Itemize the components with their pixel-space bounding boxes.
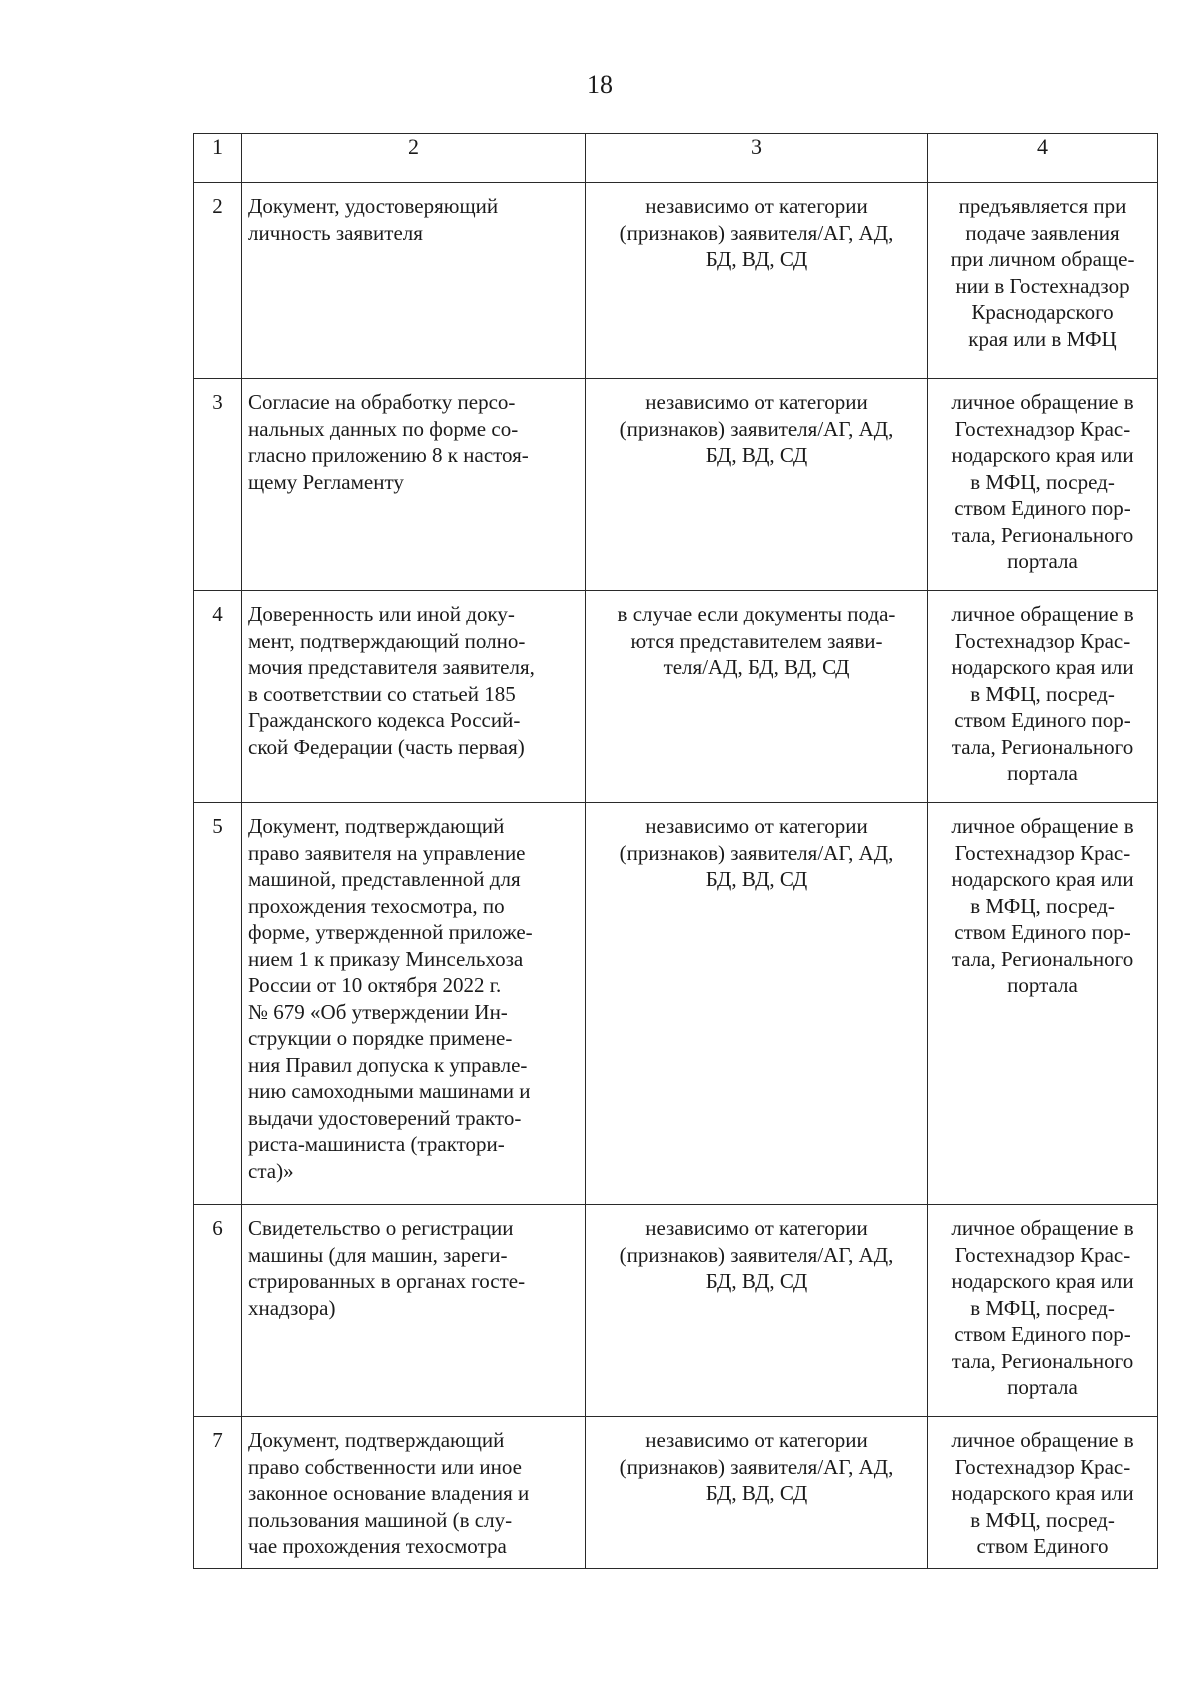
- cell-text-line: ются представителем заяви-: [630, 628, 883, 653]
- cell-text-line: Документ, подтверждающий: [248, 1428, 505, 1452]
- cell-text-line: независимо от категории: [645, 390, 868, 414]
- row-number-cell: 6: [194, 1205, 242, 1417]
- cell-text-line: Документ, удостоверяющий: [248, 194, 499, 218]
- cell-text-line: в случае если документы пода-: [617, 602, 896, 626]
- cell-text-line: нальных данных по форме со-: [248, 416, 519, 441]
- document-name-cell: [242, 803, 586, 1205]
- cell-text-line: независимо от категории: [645, 194, 868, 218]
- submission-method-cell: [928, 183, 1158, 379]
- cell-text-line: законное основание владения и: [248, 1481, 530, 1505]
- cell-text-line: ством Единого пор-: [954, 708, 1131, 732]
- cell-text-line: право собственности или иное: [248, 1454, 522, 1479]
- cell-text-line: нодарского края или: [951, 867, 1134, 891]
- cell-text-line: в МФЦ, посред-: [970, 1295, 1115, 1320]
- cell-text-line: ской Федерации (часть первая): [248, 734, 525, 759]
- table-row: [194, 379, 1158, 591]
- cell-text-line: нодарского края или: [951, 443, 1134, 467]
- cell-text-line: в МФЦ, посред-: [970, 1507, 1115, 1532]
- cell-text-line: независимо от категории: [645, 1428, 868, 1452]
- cell-text-line: подаче заявления: [965, 220, 1120, 245]
- page-number: 18: [587, 70, 613, 99]
- cell-text-line: личное обращение в: [951, 1216, 1134, 1240]
- cell-text-line: нодарского края или: [951, 655, 1134, 679]
- cell-text-line: в соответствии со статьей 185: [248, 681, 516, 706]
- cell-text-line: риста-машиниста (трактори-: [248, 1132, 505, 1156]
- cell-text-line: ством Единого пор-: [954, 496, 1131, 520]
- cell-text-line: Гостехнадзор Крас-: [954, 416, 1131, 441]
- header-cell: 4: [928, 134, 1158, 183]
- cell-text-line: Свидетельство о регистрации: [248, 1216, 514, 1240]
- cell-text-line: мочия представителя заявителя,: [248, 655, 535, 679]
- cell-text-line: Гостехнадзор Крас-: [954, 1242, 1131, 1267]
- table-row: [194, 183, 1158, 379]
- cell-text-line: (признаков) заявителя/АГ, АД,: [619, 1242, 894, 1267]
- cell-text-line: в МФЦ, посред-: [970, 893, 1115, 918]
- cell-text-line: края или в МФЦ: [968, 326, 1117, 351]
- cell-text-line: независимо от категории: [645, 814, 868, 838]
- applicant-category-cell: [586, 1417, 928, 1569]
- cell-text-line: при личном обраще-: [950, 247, 1135, 271]
- cell-text-line: тала, Регионального: [951, 1348, 1134, 1373]
- documents-table: [193, 133, 1158, 1569]
- table-row: [194, 1417, 1158, 1569]
- cell-text-line: ством Единого пор-: [954, 1322, 1131, 1346]
- table-header-row: [194, 134, 1158, 183]
- cell-text-line: Краснодарского: [971, 300, 1114, 324]
- cell-text-line: щему Регламенту: [248, 469, 404, 494]
- cell-text-line: гласно приложению 8 к настоя-: [248, 443, 529, 467]
- cell-text-line: БД, ВД, СД: [705, 247, 808, 271]
- cell-text-line: независимо от категории: [645, 1216, 868, 1240]
- cell-text-line: ста)»: [248, 1158, 294, 1183]
- cell-text-line: теля/АД, БД, ВД, СД: [663, 655, 850, 679]
- cell-text-line: чае прохождения техосмотра: [248, 1534, 507, 1558]
- cell-text-line: № 679 «Об утверждении Ин-: [248, 999, 508, 1024]
- submission-method-cell: [928, 591, 1158, 803]
- cell-text-line: (признаков) заявителя/АГ, АД,: [619, 220, 894, 245]
- submission-method-cell: [928, 1205, 1158, 1417]
- cell-text-line: нию самоходными машинами и: [248, 1079, 531, 1103]
- cell-text-line: право заявителя на управление: [248, 840, 526, 865]
- submission-method-cell: [928, 1417, 1158, 1569]
- cell-text-line: БД, ВД, СД: [705, 1269, 808, 1293]
- cell-text-line: машины (для машин, зареги-: [248, 1242, 508, 1267]
- table-row: [194, 591, 1158, 803]
- cell-text-line: Согласие на обработку персо-: [248, 390, 516, 414]
- cell-text-line: (признаков) заявителя/АГ, АД,: [619, 416, 894, 441]
- cell-text-line: мент, подтверждающий полно-: [248, 628, 526, 653]
- cell-text-line: Гостехнадзор Крас-: [954, 628, 1131, 653]
- submission-method-cell: [928, 379, 1158, 591]
- cell-text-line: нии в Гостехнадзор: [955, 273, 1130, 298]
- cell-text-line: ством Единого: [976, 1534, 1109, 1558]
- header-cell: 2: [242, 134, 586, 183]
- document-name-cell: [242, 591, 586, 803]
- table-row: [194, 1205, 1158, 1417]
- cell-text-line: Гостехнадзор Крас-: [954, 1454, 1131, 1479]
- document-name-cell: [242, 183, 586, 379]
- applicant-category-cell: [586, 591, 928, 803]
- header-cell: 1: [194, 134, 242, 183]
- cell-text-line: личное обращение в: [951, 1428, 1134, 1452]
- cell-text-line: ством Единого пор-: [954, 920, 1131, 944]
- cell-text-line: БД, ВД, СД: [705, 443, 808, 467]
- header-cell: 3: [586, 134, 928, 183]
- cell-text-line: Доверенность или иной доку-: [248, 602, 515, 626]
- cell-text-line: Гражданского кодекса Россий-: [248, 708, 521, 732]
- cell-text-line: в МФЦ, посред-: [970, 469, 1115, 494]
- row-number-cell: 3: [194, 379, 242, 591]
- document-name-cell: [242, 1417, 586, 1569]
- cell-text-line: машиной, представленной для: [248, 867, 521, 891]
- cell-text-line: струкции о порядке примене-: [248, 1026, 513, 1050]
- cell-text-line: тала, Регионального: [951, 522, 1134, 547]
- cell-text-line: в МФЦ, посред-: [970, 681, 1115, 706]
- cell-text-line: форме, утвержденной приложе-: [248, 920, 533, 944]
- applicant-category-cell: [586, 183, 928, 379]
- cell-text-line: нодарского края или: [951, 1269, 1134, 1293]
- cell-text-line: нодарского края или: [951, 1481, 1134, 1505]
- table-row: [194, 803, 1158, 1205]
- cell-text-line: личное обращение в: [951, 602, 1134, 626]
- cell-text-line: ния Правил допуска к управле-: [248, 1052, 528, 1077]
- cell-text-line: портала: [1007, 1375, 1078, 1399]
- cell-text-line: портала: [1007, 761, 1078, 785]
- submission-method-cell: [928, 803, 1158, 1205]
- cell-text-line: личное обращение в: [951, 390, 1134, 414]
- row-number-cell: 5: [194, 803, 242, 1205]
- row-number-cell: 2: [194, 183, 242, 379]
- applicant-category-cell: [586, 379, 928, 591]
- cell-text-line: стрированных в органах госте-: [248, 1269, 526, 1293]
- cell-text-line: БД, ВД, СД: [705, 1481, 808, 1505]
- row-number-cell: 7: [194, 1417, 242, 1569]
- cell-text-line: пользования машиной (в слу-: [248, 1507, 513, 1532]
- cell-text-line: личность заявителя: [248, 220, 423, 245]
- cell-text-line: прохождения техосмотра, по: [248, 893, 505, 918]
- cell-text-line: нием 1 к приказу Минсельхоза: [248, 946, 524, 971]
- document-name-cell: [242, 379, 586, 591]
- applicant-category-cell: [586, 803, 928, 1205]
- document-name-cell: [242, 1205, 586, 1417]
- applicant-category-cell: [586, 1205, 928, 1417]
- cell-text-line: (признаков) заявителя/АГ, АД,: [619, 840, 894, 865]
- cell-text-line: России от 10 октября 2022 г.: [248, 973, 502, 997]
- cell-text-line: Гостехнадзор Крас-: [954, 840, 1131, 865]
- cell-text-line: портала: [1007, 973, 1078, 997]
- cell-text-line: БД, ВД, СД: [705, 867, 808, 891]
- row-number-cell: 4: [194, 591, 242, 803]
- cell-text-line: Документ, подтверждающий: [248, 814, 505, 838]
- cell-text-line: личное обращение в: [951, 814, 1134, 838]
- cell-text-line: предъявляется при: [958, 194, 1127, 218]
- cell-text-line: выдачи удостоверений тракто-: [248, 1105, 522, 1130]
- cell-text-line: тала, Регионального: [951, 946, 1134, 971]
- cell-text-line: портала: [1007, 549, 1078, 573]
- cell-text-line: тала, Регионального: [951, 734, 1134, 759]
- cell-text-line: хнадзора): [248, 1295, 336, 1320]
- cell-text-line: (признаков) заявителя/АГ, АД,: [619, 1454, 894, 1479]
